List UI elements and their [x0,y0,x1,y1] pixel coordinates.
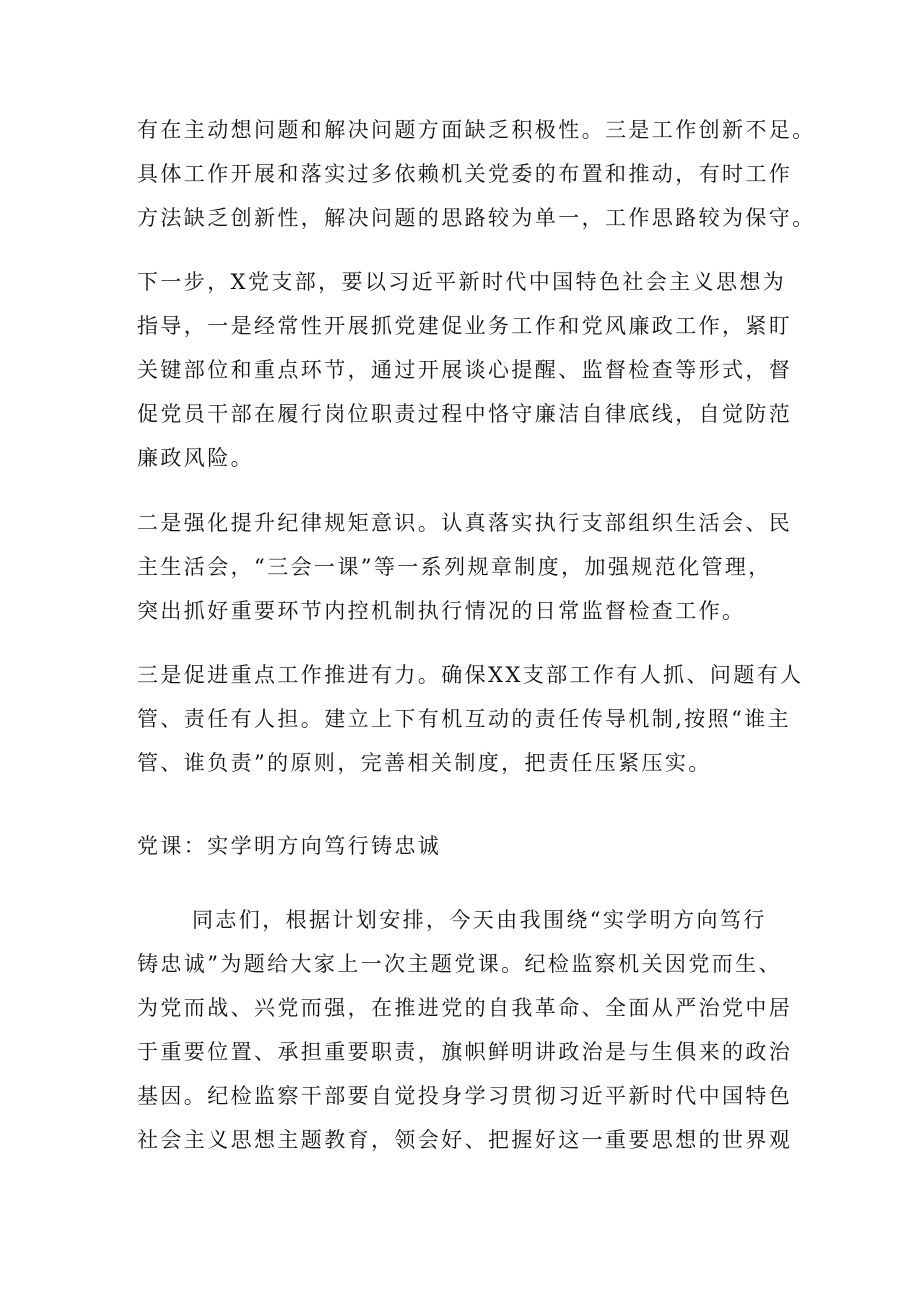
paragraph-2-line-4: 促党员干部在履行岗位职责过程中恪守廉洁自律底线，自觉防范 [137,402,793,426]
paragraph-1-line-3: 方法缺乏创新性，解决问题的思路较为单一，工作思路较为保守。 [137,206,816,230]
paragraph-4-line-3: 管、谁负责”的原则，完善相关制度，把责任压紧压实。 [137,751,712,775]
paragraph-4-line-1: 三是促进重点工作推进有力。确保XX支部工作有人抓、问题有人 [137,663,804,687]
paragraph-5-line-4: 于重要位置、承担重要职责，旗帜鲜明讲政治是与生俱来的政治 [137,1040,793,1064]
paragraph-1-line-2: 具体工作开展和落实过多依赖机关党委的布置和推动，有时工作 [137,162,793,186]
section-heading: 党课：实学明方向笃行铸忠诚 [137,834,442,858]
paragraph-2-line-1: 下一步，X党支部，要以习近平新时代中国特色社会主义思想为 [137,270,787,294]
paragraph-3-line-1: 二是强化提升纪律规矩意识。认真落实执行支部组织生活会、民 [137,511,793,535]
paragraph-3-line-3: 突出抓好重要环节内控机制执行情况的日常监督检查工作。 [137,599,746,623]
paragraph-3-line-2: 主生活会，“三会一课”等一系列规章制度，加强规范化管理， [137,555,772,579]
paragraph-2-line-2: 指导，一是经常性开展抓党建促业务工作和党风廉政工作，紧盯 [137,314,793,338]
paragraph-4-line-2: 管、责任有人担。建立上下有机互动的责任传导机制,按照“谁主 [137,707,792,731]
paragraph-2-line-3: 关键部位和重点环节，通过开展谈心提醒、监督检查等形式，督 [137,358,793,382]
paragraph-5-line-6: 社会主义思想主题教育，领会好、把握好这一重要思想的世界观 [137,1128,793,1152]
paragraph-5-line-3: 为党而战、兴党而强，在推进党的自我革命、全面从严治党中居 [137,996,793,1020]
paragraph-5-line-1: 同志们，根据计划安排，今天由我围绕“实学明方向笃行 [192,908,767,932]
paragraph-5-line-5: 基因。纪检监察干部要自觉投身学习贯彻习近平新时代中国特色 [137,1084,793,1108]
paragraph-5-line-2: 铸忠诚”为题给大家上一次主题党课。纪检监察机关因党而生、 [137,952,782,976]
paragraph-2-line-5: 廉政风险。 [137,446,254,470]
paragraph-1-line-1: 有在主动想问题和解决问题方面缺乏积极性。三是工作创新不足。 [137,118,816,142]
